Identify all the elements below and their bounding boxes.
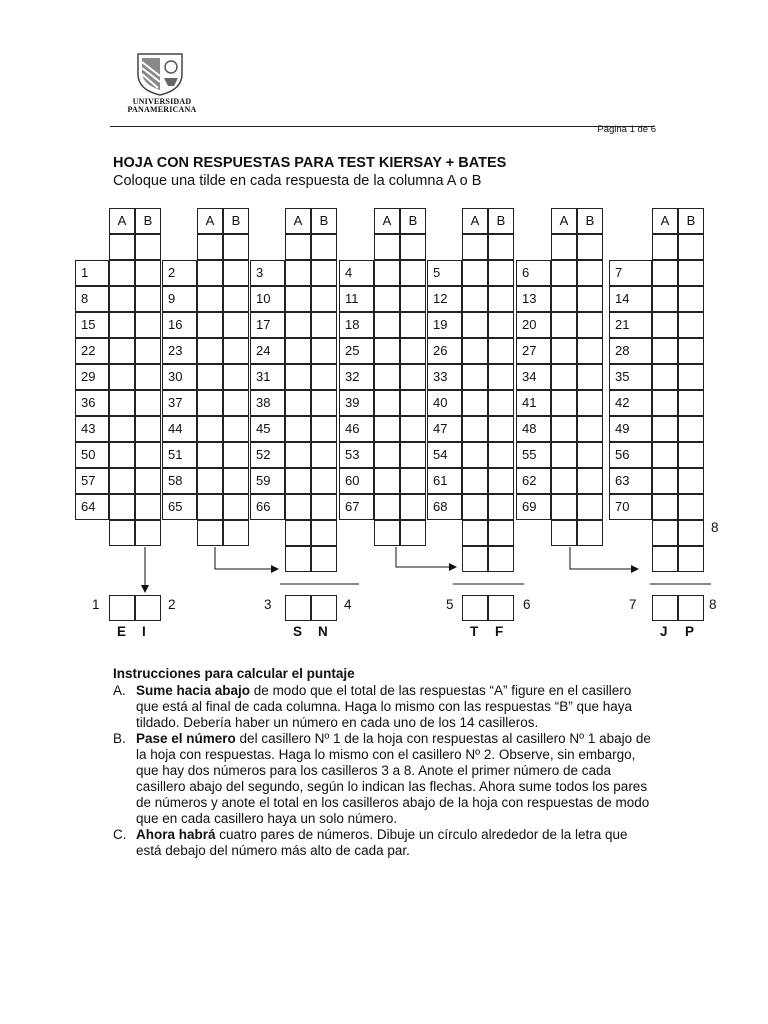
question-number: 15 xyxy=(75,312,109,338)
question-number: 36 xyxy=(75,390,109,416)
question-number: 31 xyxy=(250,364,285,390)
question-number: 17 xyxy=(250,312,285,338)
question-number: 56 xyxy=(609,442,652,468)
instruction-marker: B. xyxy=(113,731,126,746)
arrow-right-2 xyxy=(215,547,278,569)
question-number: 63 xyxy=(609,468,652,494)
question-number: 42 xyxy=(609,390,652,416)
question-number: 35 xyxy=(609,364,652,390)
column-header-a: A xyxy=(197,208,223,234)
question-number: 22 xyxy=(75,338,109,364)
question-number: 29 xyxy=(75,364,109,390)
column-header-a: A xyxy=(551,208,577,234)
question-number: 30 xyxy=(162,364,197,390)
question-number: 65 xyxy=(162,494,197,520)
column-header-b: B xyxy=(311,208,337,234)
question-number: 19 xyxy=(427,312,462,338)
logo-line-1: UNIVERSIDAD xyxy=(132,97,192,106)
question-number: 55 xyxy=(516,442,551,468)
question-number: 3 xyxy=(250,260,285,286)
question-number: 43 xyxy=(75,416,109,442)
logo-line-2: PANAMERICANA xyxy=(127,105,197,114)
question-number: 4 xyxy=(339,260,374,286)
score-left-number: 7 xyxy=(629,597,637,612)
question-number: 41 xyxy=(516,390,551,416)
instruction-text: de modo que el total de las respuestas “A” figure en el casillero que está al final de cada columna. Haga lo mismo con las respuestas “B” que haya tildado. Debería haber un número en cada uno de los 14 casilleros. xyxy=(136,683,633,730)
question-number: 8 xyxy=(75,286,109,312)
question-number: 52 xyxy=(250,442,285,468)
question-number: 38 xyxy=(250,390,285,416)
question-number: 61 xyxy=(427,468,462,494)
question-number: 34 xyxy=(516,364,551,390)
instructions-title: Instrucciones para calcular el puntaje xyxy=(113,666,355,681)
score-left-number: 3 xyxy=(264,597,272,612)
column-header-b: B xyxy=(577,208,603,234)
column-header-b: B xyxy=(223,208,249,234)
column-header-a: A xyxy=(109,208,135,234)
score-right-number: 2 xyxy=(168,597,176,612)
instruction-bold: Ahora habrá xyxy=(136,827,216,842)
question-number: 45 xyxy=(250,416,285,442)
instruction-bold: Pase el número xyxy=(136,731,236,746)
question-number: 10 xyxy=(250,286,285,312)
question-number: 47 xyxy=(427,416,462,442)
question-number: 48 xyxy=(516,416,551,442)
score-right-number: 6 xyxy=(523,597,531,612)
question-number: 21 xyxy=(609,312,652,338)
arrow-right-3 xyxy=(396,547,456,567)
instruction-item-a xyxy=(113,683,653,731)
question-number: 7 xyxy=(609,260,652,286)
question-number: 44 xyxy=(162,416,197,442)
question-number: 69 xyxy=(516,494,551,520)
score-right-number: 4 xyxy=(344,597,352,612)
question-number: 49 xyxy=(609,416,652,442)
question-number: 57 xyxy=(75,468,109,494)
score-letter-a: J xyxy=(660,624,668,639)
instruction-bold: Sume hacia abajo xyxy=(136,683,251,698)
page-indicator: Página 1 de 6 xyxy=(597,124,656,135)
question-number: 68 xyxy=(427,494,462,520)
total-row-label: 8 xyxy=(711,520,719,535)
instructions-list xyxy=(113,683,653,859)
question-number: 54 xyxy=(427,442,462,468)
arrow-right-4 xyxy=(570,547,638,569)
question-number: 66 xyxy=(250,494,285,520)
score-left-number: 5 xyxy=(446,597,454,612)
column-header-b: B xyxy=(678,208,704,234)
question-number: 37 xyxy=(162,390,197,416)
score-letter-b: N xyxy=(318,624,328,639)
question-number: 13 xyxy=(516,286,551,312)
column-header-a: A xyxy=(462,208,488,234)
column-header-b: B xyxy=(488,208,514,234)
question-number: 40 xyxy=(427,390,462,416)
column-header-a: A xyxy=(285,208,311,234)
question-number: 70 xyxy=(609,494,652,520)
question-number: 60 xyxy=(339,468,374,494)
question-number: 53 xyxy=(339,442,374,468)
question-number: 28 xyxy=(609,338,652,364)
question-number: 5 xyxy=(427,260,462,286)
question-number: 27 xyxy=(516,338,551,364)
question-number: 2 xyxy=(162,260,197,286)
column-header-b: B xyxy=(400,208,426,234)
question-number: 11 xyxy=(339,286,374,312)
page-subtitle: Coloque una tilde en cada respuesta de la columna A o B xyxy=(113,173,482,189)
question-number: 59 xyxy=(250,468,285,494)
question-number: 18 xyxy=(339,312,374,338)
score-left-number: 1 xyxy=(92,597,100,612)
score-letter-a: E xyxy=(117,624,127,639)
question-number: 39 xyxy=(339,390,374,416)
question-number: 46 xyxy=(339,416,374,442)
score-letter-a: T xyxy=(470,624,479,639)
question-number: 23 xyxy=(162,338,197,364)
column-header-a: A xyxy=(374,208,400,234)
score-letter-b: I xyxy=(142,624,146,639)
instruction-marker: C. xyxy=(113,827,127,842)
question-number: 33 xyxy=(427,364,462,390)
score-right-number: 8 xyxy=(709,597,717,612)
question-number: 64 xyxy=(75,494,109,520)
column-header-b: B xyxy=(135,208,161,234)
score-letter-b: P xyxy=(685,624,695,639)
question-number: 16 xyxy=(162,312,197,338)
instruction-item-b xyxy=(113,731,653,827)
question-number: 67 xyxy=(339,494,374,520)
question-number: 12 xyxy=(427,286,462,312)
instruction-text: cuatro pares de números. Dibuje un círculo alrededor de la letra que está debajo del número más alto de cada par. xyxy=(136,827,628,858)
score-letter-b: F xyxy=(495,624,504,639)
question-number: 14 xyxy=(609,286,652,312)
question-number: 24 xyxy=(250,338,285,364)
instruction-item-c xyxy=(113,827,653,859)
question-number: 26 xyxy=(427,338,462,364)
question-number: 51 xyxy=(162,442,197,468)
question-number: 25 xyxy=(339,338,374,364)
instruction-marker: A. xyxy=(113,683,126,698)
question-number: 6 xyxy=(516,260,551,286)
column-header-a: A xyxy=(652,208,678,234)
question-number: 50 xyxy=(75,442,109,468)
score-letter-a: S xyxy=(293,624,303,639)
question-number: 9 xyxy=(162,286,197,312)
question-number: 62 xyxy=(516,468,551,494)
question-number: 58 xyxy=(162,468,197,494)
page-title: HOJA CON RESPUESTAS PARA TEST KIERSAY + BATES xyxy=(113,155,507,171)
instruction-text: del casillero Nº 1 de la hoja con respuestas al casillero Nº 1 abajo de la hoja con respuestas. Haga lo mismo con el casillero Nº 2. Observe, sin embargo, que hay dos números para los casilleros 3 a 8. Anote el primer número de cada casillero abajo del segundo, según lo indican las flechas. Ahora sume todos los pares de números y anote el total en los casilleros abajo de la hoja con respuestas de modo que en cada casillero haya un solo número. xyxy=(136,731,651,826)
question-number: 32 xyxy=(339,364,374,390)
question-number: 1 xyxy=(75,260,109,286)
question-number: 20 xyxy=(516,312,551,338)
